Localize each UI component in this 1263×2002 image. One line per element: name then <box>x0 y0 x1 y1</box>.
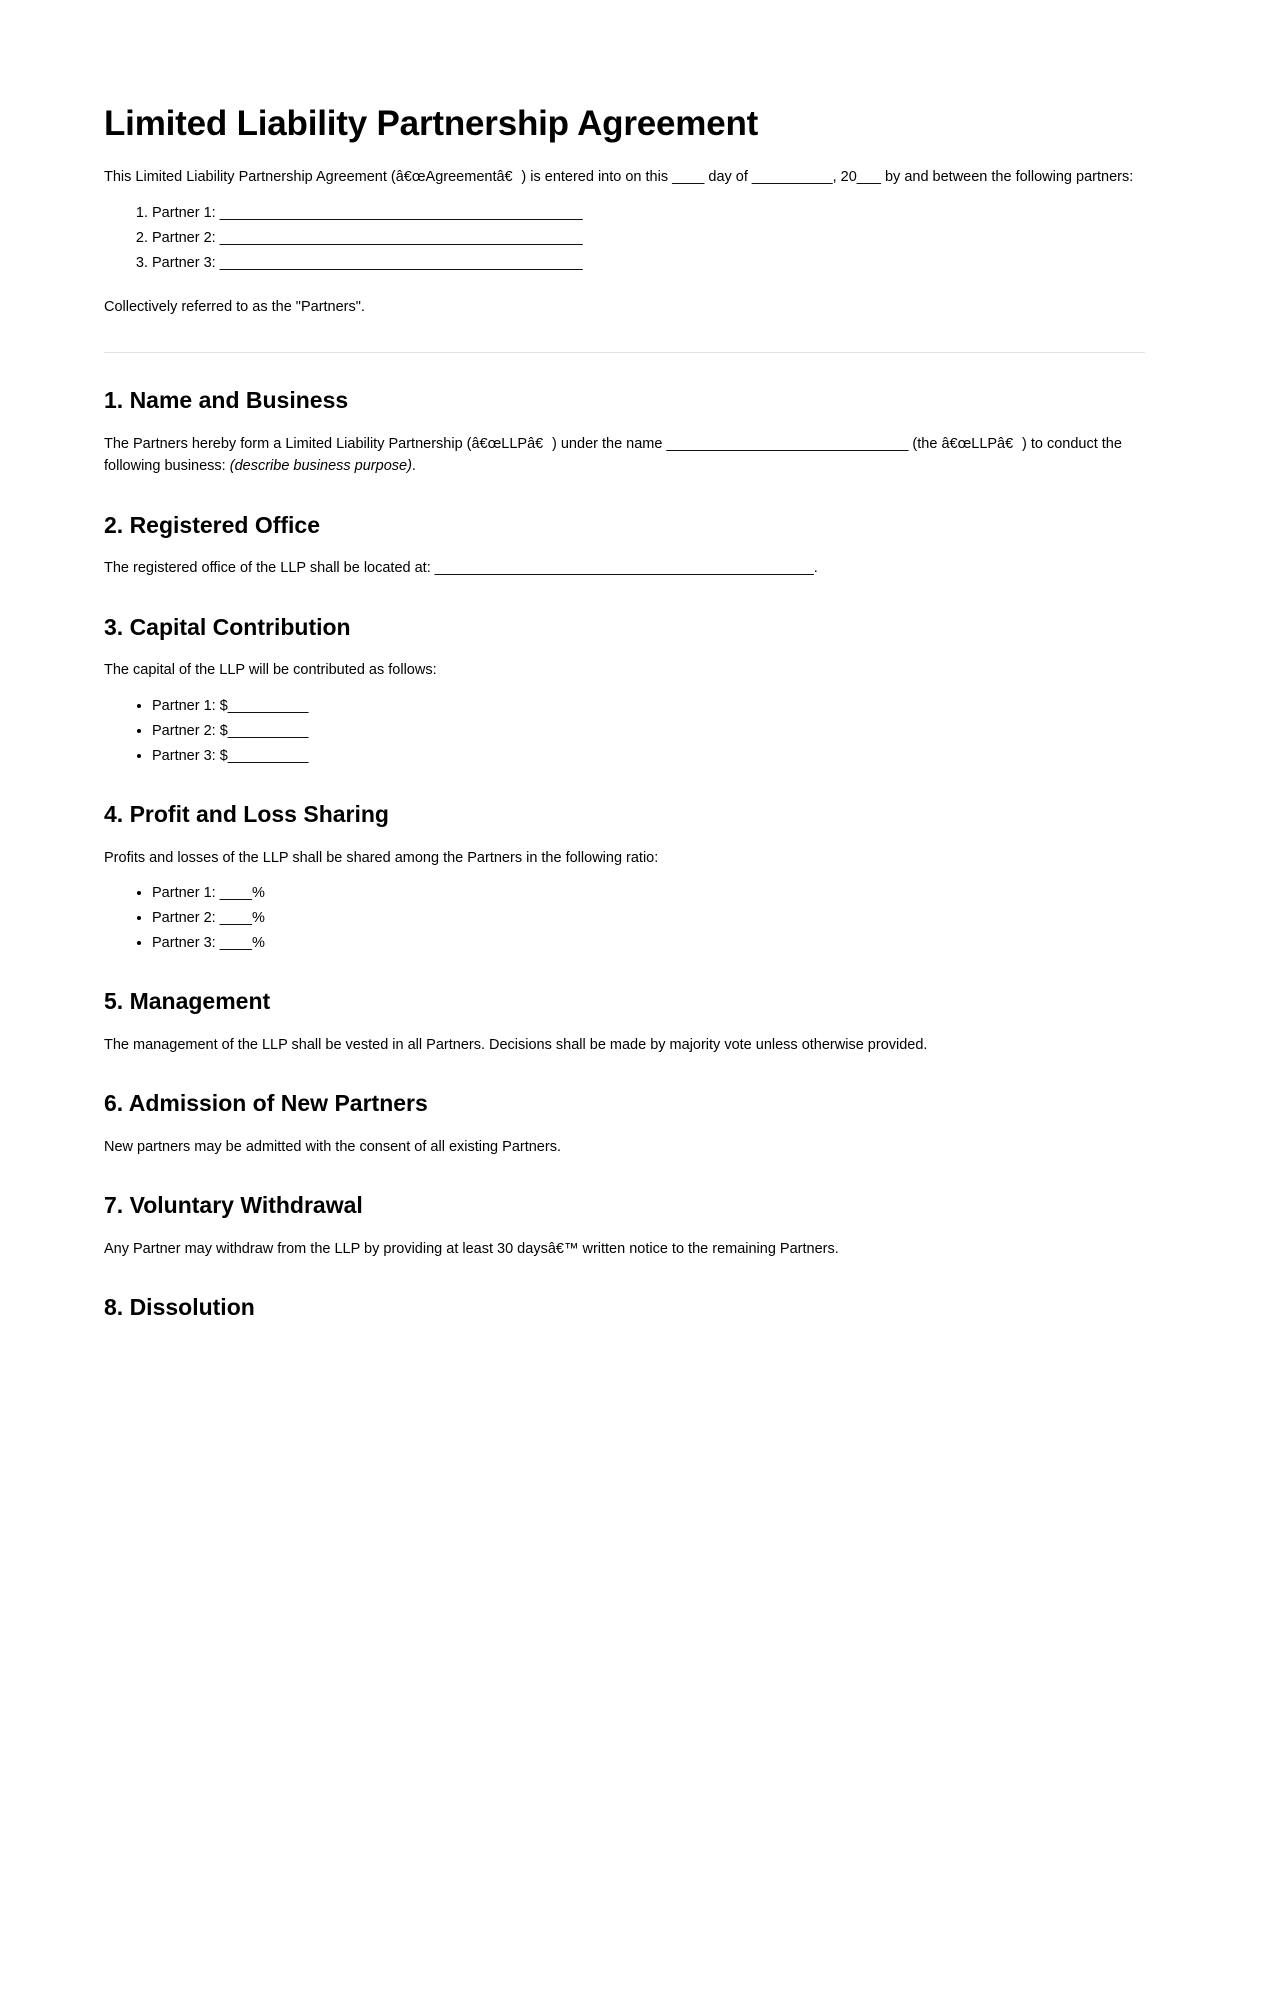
section-body-name-and-business <box>104 433 1145 478</box>
list-item: • Partner 3: ____% <box>152 933 1145 954</box>
partner-signature-list <box>104 203 1145 274</box>
section-heading-registered-office: 2. Registered Office <box>104 511 321 538</box>
page-bottom-whitespace <box>104 1340 1145 1960</box>
list-item: • Partner 1: ____% <box>152 883 1145 904</box>
section-body-profit-and-loss-sharing: Profits and losses of the LLP shall be shared among the Partners in the following ratio: <box>104 849 659 866</box>
section-body-capital-contribution: The capital of the LLP will be contributed as follows: <box>104 662 437 679</box>
capital-contribution-list <box>104 696 1145 767</box>
list-item: • Partner 2: ____% <box>152 908 1145 929</box>
list-item: 1. Partner 1: _____________________________________________ <box>152 203 1145 224</box>
list-item: 3. Partner 3: _____________________________________________ <box>152 253 1145 274</box>
section-body-management: The management of the LLP shall be vested in all Partners. Decisions shall be made by majority vote unless otherwise provided. <box>104 1036 928 1053</box>
section-heading-dissolution: 8. Dissolution <box>104 1294 255 1321</box>
section-body-admission-of-new-partners: New partners may be admitted with the consent of all existing Partners. <box>104 1138 561 1155</box>
section-heading-management: 5. Management <box>104 988 271 1015</box>
page-title: Limited Liability Partnership Agreement <box>104 104 759 143</box>
section-divider <box>104 352 1145 353</box>
section-body-text: The Partners hereby form a Limited Liability Partnership (â€œLLPâ€) under the name ______________________________ (the â€œLLPâ€) to conduct the following business: <box>104 435 1122 475</box>
section-body-registered-office: The registered office of the LLP shall be located at: _______________________________________________. <box>104 560 818 577</box>
describe-business-purpose-note: (describe business purpose) <box>229 458 412 475</box>
list-item: • Partner 1: $__________ <box>152 696 1145 717</box>
section-heading-admission-of-new-partners: 6. Admission of New Partners <box>104 1090 428 1117</box>
intro-paragraph: This Limited Liability Partnership Agreement (â€œAgreementâ€) is entered into on this ____ day of __________, 20___ by and between the following partners: <box>104 169 1134 186</box>
collective-reference-paragraph: Collectively referred to as the "Partners". <box>104 298 365 315</box>
section-body-text-suffix: . <box>411 458 416 475</box>
profit-loss-ratio-list <box>104 883 1145 954</box>
section-heading-profit-and-loss-sharing: 4. Profit and Loss Sharing <box>104 800 389 827</box>
list-item: • Partner 3: $__________ <box>152 746 1145 767</box>
section-heading-voluntary-withdrawal: 7. Voluntary Withdrawal <box>104 1192 363 1219</box>
list-item: • Partner 2: $__________ <box>152 721 1145 742</box>
list-item: 2. Partner 2: _____________________________________________ <box>152 228 1145 249</box>
section-heading-capital-contribution: 3. Capital Contribution <box>104 613 351 640</box>
section-heading-name-and-business: 1. Name and Business <box>104 387 349 414</box>
section-body-voluntary-withdrawal: Any Partner may withdraw from the LLP by providing at least 30 daysâ€™ written notice to the remaining Partners. <box>104 1240 839 1257</box>
